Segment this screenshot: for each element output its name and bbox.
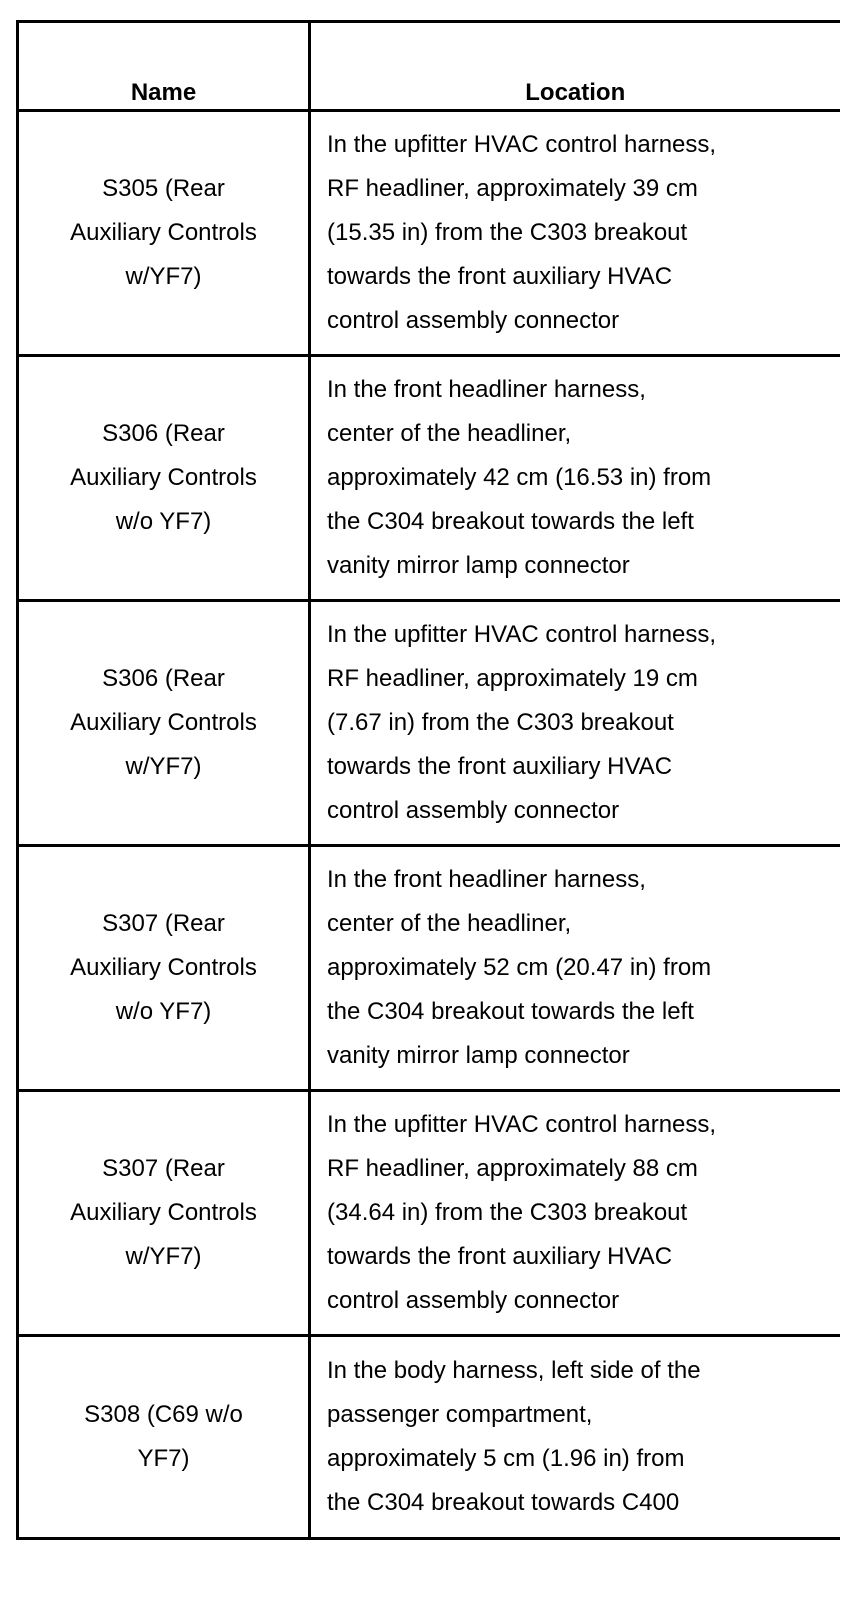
table-row [18,1091,840,1336]
splice-name-line: Auxiliary Controls [70,1199,257,1226]
splice-name-line: w/YF7) [125,263,202,290]
splice-location-line: center of the headliner, [327,910,572,937]
splice-location-line: passenger compartment, [327,1401,593,1428]
splice-location-line: the C304 breakout towards the left [327,998,694,1025]
splice-location-line: approximately 5 cm (1.96 in) from [327,1445,685,1472]
splice-name-line: w/YF7) [125,1243,202,1270]
splice-location-cell [310,111,840,356]
table-header-row [18,22,840,111]
splice-location-line: towards the front auxiliary HVAC [327,753,673,780]
splice-name-line: w/o YF7) [115,508,212,535]
splice-location-line: vanity mirror lamp connector [327,1042,630,1069]
splice-name-cell [18,111,310,356]
splice-location-line: approximately 52 cm (20.47 in) from [327,954,712,981]
table-row [18,356,840,601]
splice-location-line: In the upfitter HVAC control harness, [327,1111,717,1138]
table-row [18,846,840,1091]
splice-location-line: In the front headliner harness, [327,376,646,403]
table-row [18,601,840,846]
splice-location-line: approximately 42 cm (16.53 in) from [327,464,712,491]
splice-name-line: YF7) [137,1445,190,1472]
table-row [18,1336,840,1539]
splice-location-line: the C304 breakout towards the left [327,508,694,535]
splice-location-line: RF headliner, approximately 19 cm [327,665,698,692]
splice-name-line: S307 (Rear [102,910,225,937]
splice-name-line: Auxiliary Controls [70,954,257,981]
splice-name-line: w/YF7) [125,753,202,780]
splice-location-cell [310,846,840,1091]
splice-location-line: control assembly connector [327,1287,620,1314]
splice-location-line: In the front headliner harness, [327,866,646,893]
splice-name-line: Auxiliary Controls [70,709,257,736]
splice-location-line: control assembly connector [327,797,620,824]
splice-name-cell [18,1336,310,1539]
splice-name-line: Auxiliary Controls [70,464,257,491]
splice-location-cell [310,1336,840,1539]
splice-location-line: (34.64 in) from the C303 breakout [327,1199,688,1226]
splice-location-line: control assembly connector [327,307,620,334]
splice-name-cell [18,601,310,846]
splice-location-line: In the body harness, left side of the [327,1357,701,1384]
splice-location-line: (7.67 in) from the C303 breakout [327,709,674,736]
splice-name-cell [18,1091,310,1336]
splice-location-line: In the upfitter HVAC control harness, [327,131,717,158]
splice-location-line: In the upfitter HVAC control harness, [327,621,717,648]
table-row [18,111,840,356]
header-name: Name [18,22,310,111]
splice-location-line: (15.35 in) from the C303 breakout [327,219,688,246]
splice-location-line: RF headliner, approximately 39 cm [327,175,698,202]
header-location: Location [310,22,840,111]
splice-name-line: S308 (C69 w/o [84,1401,243,1428]
splice-location-line: towards the front auxiliary HVAC [327,1243,673,1270]
splice-name-line: Auxiliary Controls [70,219,257,246]
splice-name-cell [18,846,310,1091]
splice-name-line: w/o YF7) [115,998,212,1025]
splice-location-line: the C304 breakout towards C400 [327,1489,680,1516]
splice-location-cell [310,601,840,846]
splice-name-line: S305 (Rear [102,175,225,202]
splice-name-line: S307 (Rear [102,1155,225,1182]
splice-location-line: RF headliner, approximately 88 cm [327,1155,698,1182]
table-body [18,111,840,1539]
splice-name-line: S306 (Rear [102,665,225,692]
splice-location-line: vanity mirror lamp connector [327,552,630,579]
splice-name-cell [18,356,310,601]
splice-location-cell [310,356,840,601]
splice-location-line: center of the headliner, [327,420,572,447]
splice-location-table [16,20,840,1540]
splice-name-line: S306 (Rear [102,420,225,447]
splice-location-line: towards the front auxiliary HVAC [327,263,673,290]
splice-location-cell [310,1091,840,1336]
